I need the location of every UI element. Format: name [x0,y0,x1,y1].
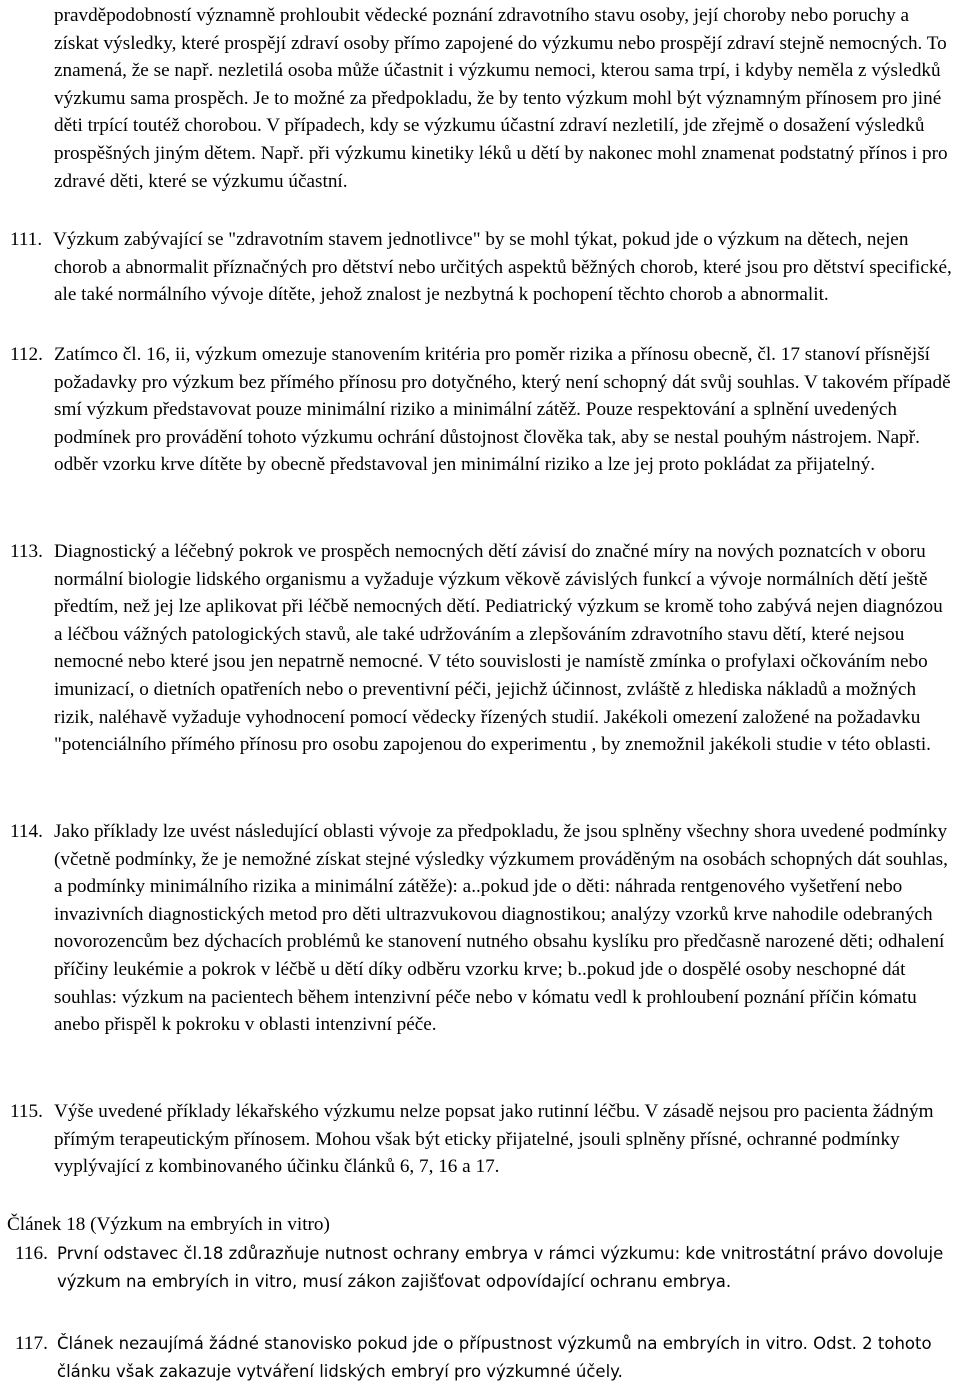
paragraph-117 [15,1330,956,1385]
paragraph-115 [10,1098,956,1181]
paragraph-111 [10,226,956,309]
paragraph-text: Diagnostický a léčebný pokrok ve prospěch nemocných dětí závisí do značné míry na nových poznatcích v oboru normální biologie lidského organismu a vyžaduje výzkum věkově závislých funkcí a vývoje normálních dětí ještě předtím, než jej lze aplikovat při léčbě nemocných dětí. Pediatrický výzkum se kromě toho zabývá nejen diagnózou a léčbou vážných patologických stavů, ale také udržováním a zlepšováním zdravotního stavu dětí, které nejsou nemocné nebo které jsou jen nepatrně nemocné. V této souvislosti je namístě zmínka o profylaxi očkováním nebo imunizací, o dietních opatřeních nebo o preventivní péči, jejichž účinnost, zvláště z hlediska nákladů a možných rizik, naléhavě vyžaduje vyhodnocení pomocí vědecky řízených studií. Jakékoli omezení založené na požadavku "potenciálního přímého přínosu pro osobu zapojenou do experimentu , by znemožnil jakékoli studie v této oblasti. [54,541,943,756]
paragraph-number: 116. [15,1243,48,1264]
paragraph-text: Článek nezaujímá žádné stanovisko pokud jde o přípustnost výzkumů na embryích in vitro. Odst. 2 tohoto článku však zakazuje vytváření lidských embryí pro výzkumné účely. [57,1334,932,1381]
paragraph-number: 117. [15,1333,48,1354]
paragraph-number: 114. [10,821,43,842]
paragraph-text: První odstavec čl.18 zdůrazňuje nutnost ochrany embrya v rámci výzkumu: kde vnitrostátní právo dovoluje výzkum na embryích in vitro, musí zákon zajišťovat odpovídající ochranu embrya. [57,1244,944,1291]
paragraph-text: Výzkum zabývající se "zdravotním stavem jednotlivce" by se mohl týkat, pokud jde o výzkum na dětech, nejen chorob a abnormalit příznačných pro dětství nebo určitých aspektů běžných chorob, které jsou pro dětství specifické, ale také normálního vývoje dítěte, jehož znalost je nezbytná k pochopení těchto chorob a abnormalit. [53,229,952,306]
article-heading: Článek 18 (Výzkum na embryích in vitro) [7,1214,330,1235]
paragraph-114 [10,818,956,1039]
paragraph-number: 112. [10,344,43,365]
paragraph-113 [10,538,956,759]
paragraph-112 [10,341,956,479]
paragraph-number: 113. [10,541,43,562]
paragraph-number: 115. [10,1101,43,1122]
paragraph-text: Zatímco čl. 16, ii, výzkum omezuje stanovením kritéria pro poměr rizika a přínosu obecně, čl. 17 stanoví přísnější požadavky pro výzkum bez přímého přínosu pro dotyčného, který není schopný dát svůj souhlas. V takovém případě smí výzkum představovat pouze minimální riziko a minimální zátěž. Pouze respektování a splnění uvedených podmínek pro provádění tohoto výzkumu ochrání důstojnost člověka tak, aby se nestal pouhým nástrojem. Např. odběr vzorku krve dítěte by obecně představoval jen minimální riziko a lze jej proto pokládat za přijatelný. [54,344,951,476]
paragraph-text: Výše uvedené příklady lékařského výzkumu nelze popsat jako rutinní léčbu. V zásadě nejsou pro pacienta žádným přímým terapeutickým přínosem. Mohou však být eticky přijatelné, jsouli splněny přísné, ochranné podmínky vyplývající z kombinovaného účinku článků 6, 7, 16 a 17. [54,1101,934,1178]
paragraph-number: 111. [10,229,43,250]
paragraph-text: Jako příklady lze uvést následující oblasti vývoje za předpokladu, že jsou splněny všechny shora uvedené podmínky (včetně podmínky, že je nemožné získat stejné výsledky výzkumem prováděným na osobách schopných dát souhlas, a podmínky minimálního rizika a minimální zátěže): a..pokud jde o děti: náhrada rentgenového vyšetření nebo invazivních diagnostických metod pro děti ultrazvukovou diagnostikou; analýzy vzorků krve nahodile odebraných novorozencům bez dýchacích problémů ke stanovení nutného obsahu kyslíku pro předčasně narozené děti; odhalení příčiny leukémie a pokrok v léčbě u dětí díky odběru vzorku krve; b..pokud jde o dospělé osoby neschopné dát souhlas: výzkum na pacientech během intenzivní péče nebo v kómatu vedl k prohloubení poznání příčin kómatu anebo přispěl k pokroku v oblasti intenzivní péče. [54,821,948,1036]
continuation-paragraph: pravděpodobností významně prohloubit vědecké poznání zdravotního stavu osoby, její choroby nebo poruchy a získat výsledky, které prospějí zdraví osoby přímo zapojené do výzkumu nebo prospějí zdraví stejně nemocných. To znamená, že se např. nezletilá osoba může účastnit i výzkumu nemoci, kterou sama trpí, i kdyby neměla z výsledků výzkumu sama prospěch. Je to možné za předpokladu, že by tento výzkum mohl být významným přínosem pro jiné děti trpící toutéž chorobou. V případech, kdy se výzkumu účastní zdraví nezletilí, jde zřejmě o dosažení výsledků prospěšných jiným dětem. Např. při výzkumu kinetiky léků u dětí by nakonec mohl znamenat podstatný přínos i pro zdravé děti, které se výzkumu účastní. [54,5,948,192]
paragraph-116 [15,1240,956,1295]
